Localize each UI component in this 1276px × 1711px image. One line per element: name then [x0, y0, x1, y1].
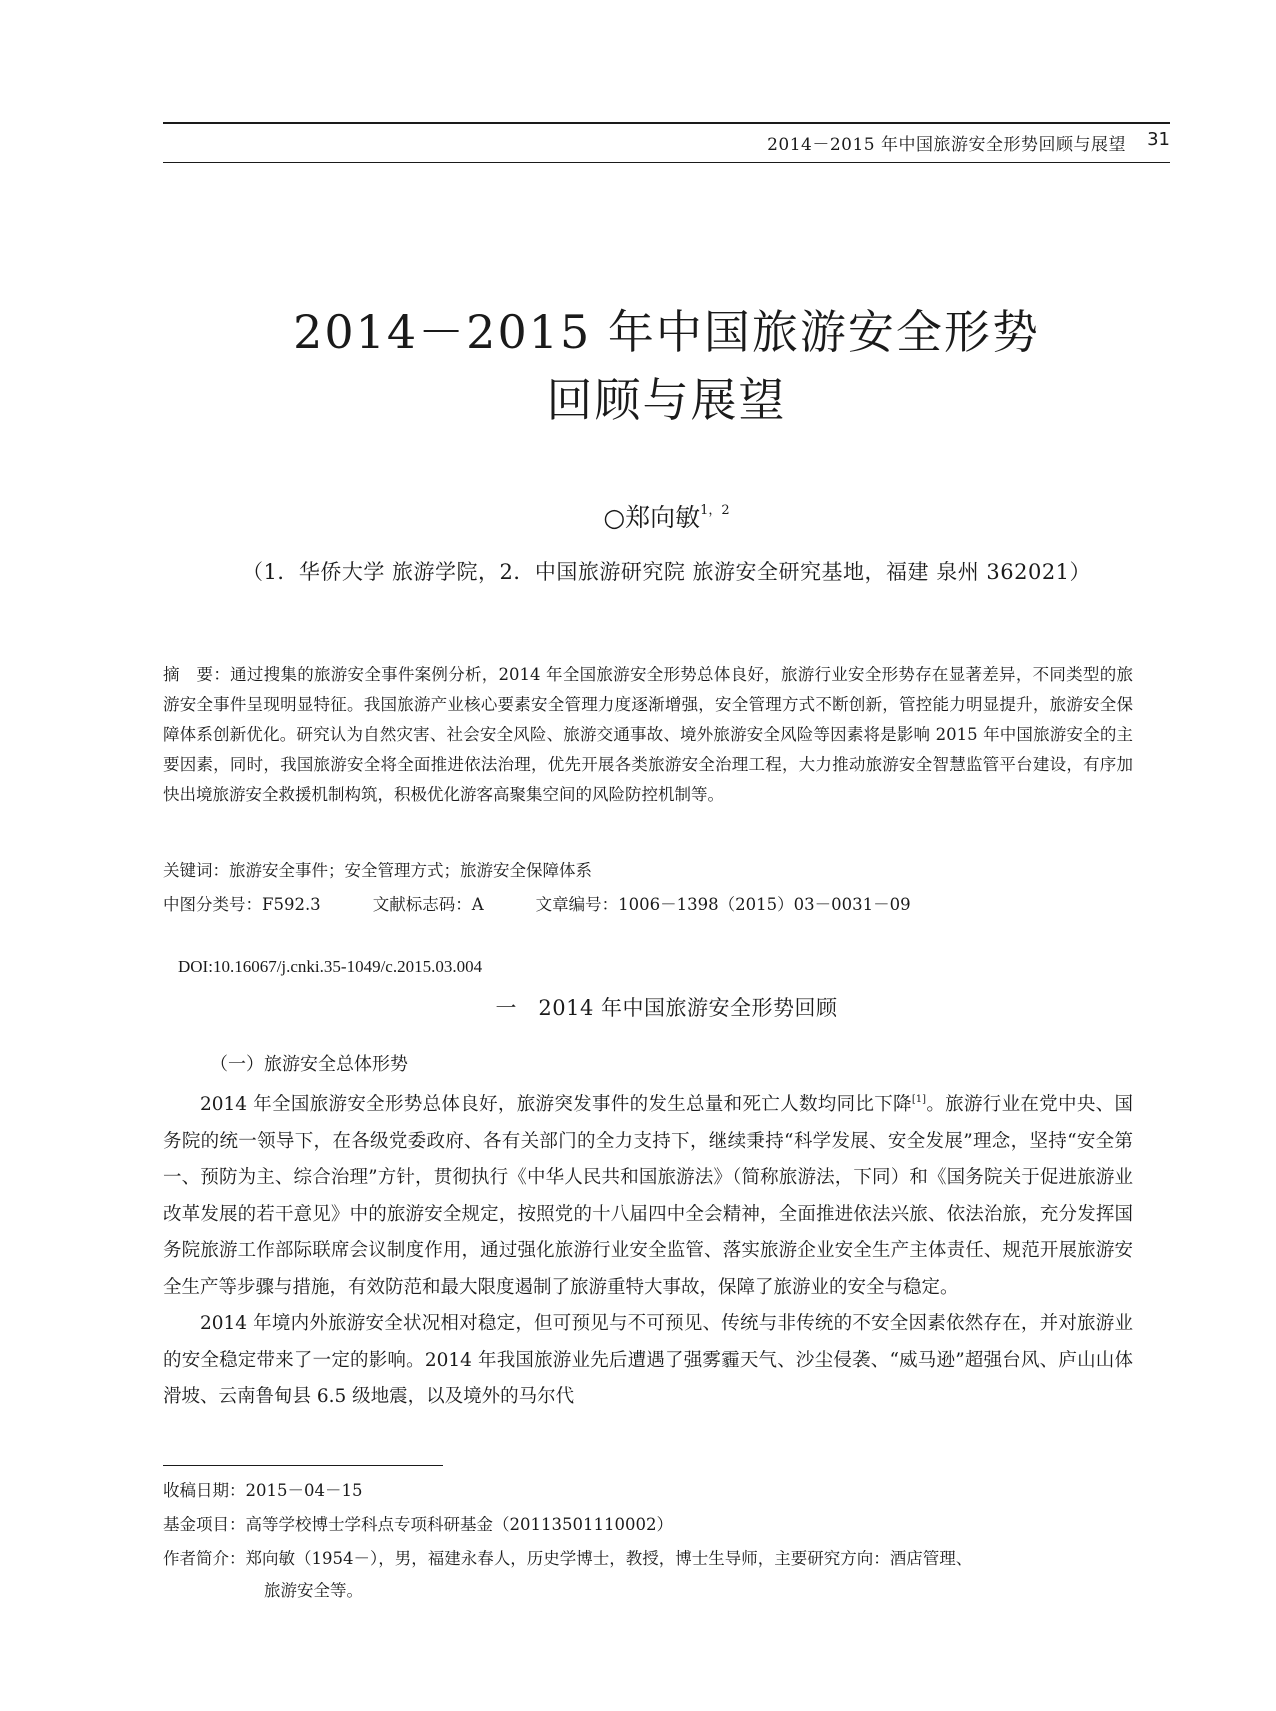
body-text — [163, 1082, 1133, 1416]
bio-line-2: 旅游安全等。 — [264, 1581, 363, 1600]
document-code: 文献标志码：A — [372, 895, 484, 914]
author-name: ○郑向敏 — [603, 503, 701, 532]
bio-line-1: 作者简介：郑向敏（1954－），男，福建永春人，历史学博士，教授，博士生导师，主要研究方向：酒店管理、 — [163, 1549, 973, 1568]
footnote-fund: 基金项目：高等学校博士学科点专项科研基金（20113501110002） — [163, 1515, 673, 1534]
running-header — [163, 122, 1170, 163]
citation-ref: [1] — [911, 1094, 927, 1105]
section-heading: 一 2014 年中国旅游安全形势回顾 — [495, 996, 838, 1020]
footnote-bio — [163, 1543, 1170, 1607]
footnote-rule — [163, 1465, 443, 1466]
paragraph-2: 2014 年境内外旅游安全状况相对稳定，但可预见与不可预见、传统与非传统的不安全因素依然存在，并对旅游业的安全稳定带来了一定的影响。2014 年我国旅游业先后遭遇了强雾霾天气、沙尘侵袭、“威马逊”超强台风、庐山山体滑坡、云南鲁甸县 6.5 级地震，以及境外的马尔代 — [163, 1313, 1133, 1407]
classification-line — [163, 891, 1170, 915]
footnote-received: 收稿日期：2015－04－15 — [163, 1481, 363, 1500]
doi: DOI:10.16067/j.cnki.35-1049/c.2015.03.004 — [178, 957, 483, 976]
subsection-heading: （一）旅游安全总体形势 — [210, 1054, 408, 1075]
author-affil-marks: 1，2 — [700, 503, 730, 518]
page-number: 31 — [1147, 129, 1170, 150]
running-title: 2014－2015 年中国旅游安全形势回顾与展望 — [767, 135, 1126, 155]
article-number: 文章编号：1006－1398（2015）03－0031－09 — [535, 895, 911, 914]
keywords: 关键词：旅游安全事件；安全管理方式；旅游安全保障体系 — [163, 861, 592, 880]
abstract: 摘 要：通过搜集的旅游安全事件案例分析，2014 年全国旅游安全形势总体良好，旅游行业安全形势存在显著差异，不同类型的旅游安全事件呈现明显特征。我国旅游产业核心要素安全管理力度逐渐增强，安全管理方式不断创新，管控能力明显提升，旅游安全保障体系创新优化。研究认为自然灾害、社会安全风险、旅游交通事故、境外旅游安全风险等因素将是影响 2015 年中国旅游安全的主要因素，同时，我国旅游安全将全面推进依法治理，优先开展各类旅游安全治理工程，大力推动旅游安全智慧监管平台建设，有序加快出境旅游安全救援机制构筑，积极优化游客高聚集空间的风险防控机制等。 — [163, 665, 1133, 804]
title-line-1: 2014－2015 年中国旅游安全形势 — [293, 305, 1040, 359]
paragraph-1: 2014 年全国旅游安全形势总体良好，旅游突发事件的发生总量和死亡人数均同比下降[1]。旅游行业在党中央、国务院的统一领导下，在各级党委政府、各有关部门的全力支持下，继续秉持“科学发展、安全发展”理念，坚持“安全第一、预防为主、综合治理”方针，贯彻执行《中华人民共和国旅游法》（简称旅游法，下同）和《国务院关于促进旅游业改革发展的若干意见》中的旅游安全规定，按照党的十八届四中全会精神，全面推进依法兴旅、依法治旅，充分发挥国务院旅游工作部际联席会议制度作用，通过强化旅游行业安全监管、落实旅游企业安全生产主体责任、规范开展旅游安全生产等步骤与措施，有效防范和最大限度遏制了旅游重特大事故，保障了旅游业的安全与稳定。 — [163, 1094, 1133, 1298]
title-line-2: 回顾与展望 — [546, 373, 787, 427]
author — [163, 498, 1170, 534]
clc-number: 中图分类号：F592.3 — [163, 895, 321, 914]
affiliation: （1．华侨大学 旅游学院，2．中国旅游研究院 旅游安全研究基地，福建 泉州 362021） — [241, 560, 1092, 584]
paper-title — [163, 298, 1170, 434]
